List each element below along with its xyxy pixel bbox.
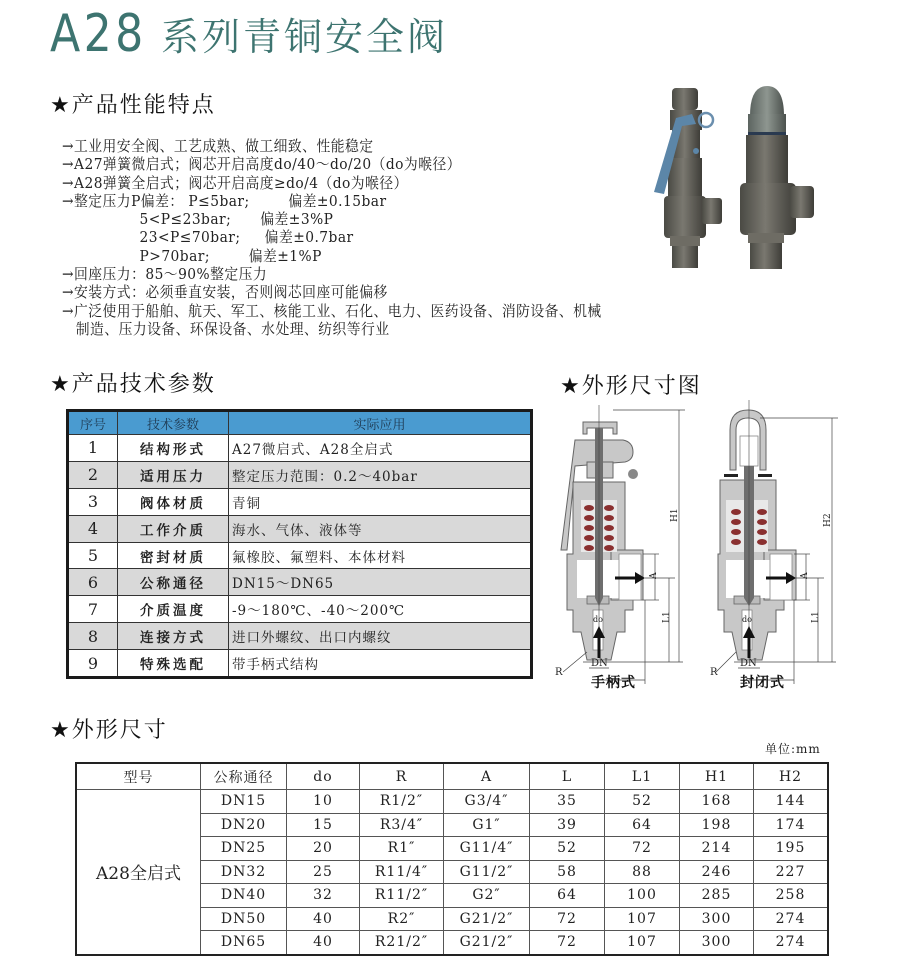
cell-a: G3/4″ [444,790,530,814]
model-cell: A28全启式 [76,790,201,955]
svg-text:do: do [742,615,752,624]
cell-l: 52 [530,837,605,861]
col-header-dn: 公称通径 [201,763,287,790]
svg-text:R: R [555,667,563,678]
feature-line: 5<P≤23bar; 偏差±3%P [62,210,334,229]
cell-do: 10 [287,790,360,814]
col-header-value: 实际应用 [229,411,532,435]
cell-l: 72 [530,907,605,931]
cell-do: 25 [287,860,360,884]
label-h1: H1 [670,508,680,522]
cell-r: R11/2″ [360,884,444,908]
cell-h1: 198 [680,813,754,837]
row-value: 青铜 [229,488,532,515]
cell-l1: 64 [605,813,680,837]
row-value: 整定压力范围：0.2～40bar [229,461,532,488]
cell-l1: 100 [605,884,680,908]
cell-l: 72 [530,931,605,955]
col-header-h2: H2 [754,763,829,790]
row-value: 氟橡胶、氟塑料、本体材料 [229,542,532,569]
svg-text:DN: DN [591,658,608,669]
cell-a: G2″ [444,884,530,908]
title-name: 系列青铜安全阀 [161,15,449,59]
row-no: 5 [68,542,118,569]
cell-l1: 107 [605,931,680,955]
col-header-param: 技术参数 [118,411,229,435]
row-no: 3 [68,488,118,515]
table-row [76,790,828,814]
row-value: A27微启式、A28全启式 [229,435,532,462]
row-param: 阀体材质 [118,488,229,515]
row-value: 带手柄式结构 [229,650,532,678]
col-header-h1: H1 [680,763,754,790]
tech-params-heading: ★产品技术参数 [50,372,216,397]
cell-h1: 168 [680,790,754,814]
cell-h2: 274 [754,907,829,931]
cell-a: G21/2″ [444,907,530,931]
page-title [50,2,449,64]
feature-line: →A28弹簧全启式；阀芯开启高度≥do/4（do为喉径） [62,173,408,192]
cell-h1: 214 [680,837,754,861]
table-row [68,542,532,569]
table-row [68,650,532,678]
feature-line: →广泛使用于船舶、航天、军工、核能工业、石化、电力、医药设备、消防设备、机械 [62,301,602,320]
diagram-caption-sealed: 封闭式 [740,675,785,691]
feature-line: →回座压力：85～90%整定压力 [62,265,268,284]
table-row [68,515,532,542]
row-no: 2 [68,461,118,488]
cell-h2: 174 [754,813,829,837]
row-no: 1 [68,435,118,462]
feature-line: →A27弹簧微启式；阀芯开启高度do/40～do/20（do为喉径） [62,155,461,174]
table-row [68,488,532,515]
cell-a: G11/2″ [444,860,530,884]
diagram-caption-lever: 手柄式 [591,675,636,691]
feature-line: →整定压力P偏差： P≤5bar; 偏差±0.15bar [62,191,387,210]
cell-l: 58 [530,860,605,884]
feature-line: →安装方式：必须垂直安装，否则阀芯回座可能偏移 [62,283,388,302]
cell-h1: 246 [680,860,754,884]
dimensions-table [75,762,829,956]
svg-text:L1: L1 [662,611,672,623]
cell-r: R1″ [360,837,444,861]
row-no: 6 [68,569,118,596]
cell-h2: 258 [754,884,829,908]
row-value: -9～180℃、-40～200℃ [229,596,532,623]
cell-l: 64 [530,884,605,908]
cell-r: R2″ [360,907,444,931]
cell-dn: DN40 [201,884,287,908]
col-header-no: 序号 [68,411,118,435]
row-no: 9 [68,650,118,678]
cell-dn: DN32 [201,860,287,884]
diagram-lever-type [553,400,708,695]
col-header-a: A [444,763,530,790]
cell-r: R21/2″ [360,931,444,955]
row-param: 工作介质 [118,515,229,542]
table-header-row [68,411,532,435]
table-row [68,623,532,650]
table-row [68,435,532,462]
svg-text:L1: L1 [811,611,821,623]
col-header-l: L [530,763,605,790]
row-no: 4 [68,515,118,542]
product-photo [620,78,820,273]
feature-line: 制造、压力设备、环保设备、水处理、纺织等行业 [75,319,390,338]
unit-label: 单位:mm [765,742,821,756]
col-header-do: do [287,763,360,790]
cell-r: R11/4″ [360,860,444,884]
svg-text:H2: H2 [823,513,833,527]
row-param: 特殊选配 [118,650,229,678]
cell-h2: 227 [754,860,829,884]
row-value: 海水、气体、液体等 [229,515,532,542]
table-row [68,596,532,623]
cell-r: R1/2″ [360,790,444,814]
cell-l1: 52 [605,790,680,814]
cell-dn: DN15 [201,790,287,814]
row-param: 公称通径 [118,569,229,596]
feature-line: P>70bar; 偏差±1%P [62,246,322,265]
col-header-l1: L1 [605,763,680,790]
svg-text:A: A [649,572,659,579]
cell-a: G21/2″ [444,931,530,955]
svg-text:do: do [593,615,603,624]
table-row [68,461,532,488]
row-no: 8 [68,623,118,650]
outline-drawing-heading: ★外形尺寸图 [560,374,702,399]
cell-l: 35 [530,790,605,814]
cell-a: G1″ [444,813,530,837]
cell-h2: 274 [754,931,829,955]
diagram-sealed-type [710,400,855,695]
cell-l1: 107 [605,907,680,931]
cell-dn: DN50 [201,907,287,931]
row-param: 结构形式 [118,435,229,462]
cell-dn: DN65 [201,931,287,955]
cell-do: 40 [287,907,360,931]
valve-section-drawing [553,400,708,678]
cell-do: 20 [287,837,360,861]
cell-h1: 285 [680,884,754,908]
row-param: 连接方式 [118,623,229,650]
cell-a: G11/4″ [444,837,530,861]
cell-dn: DN20 [201,813,287,837]
valve-section-drawing [710,400,855,678]
svg-text:R: R [710,667,718,678]
cell-do: 32 [287,884,360,908]
features-heading: ★产品性能特点 [50,93,216,118]
dimensions-heading: ★外形尺寸 [50,718,168,743]
row-param: 适用压力 [118,461,229,488]
cell-h1: 300 [680,907,754,931]
tech-params-table [66,409,533,679]
row-no: 7 [68,596,118,623]
feature-line: 23<P≤70bar; 偏差±0.7bar [62,228,354,247]
table-row [68,569,532,596]
row-value: DN15～DN65 [229,569,532,596]
cell-h2: 195 [754,837,829,861]
cell-l: 39 [530,813,605,837]
feature-line: →工业用安全阀、工艺成熟、做工细致、性能稳定 [62,137,374,155]
cell-do: 15 [287,813,360,837]
valve-photo-illustration [620,78,820,273]
cell-l1: 88 [605,860,680,884]
row-param: 密封材质 [118,542,229,569]
col-header-r: R [360,763,444,790]
cell-r: R3/4″ [360,813,444,837]
title-model: A28 [50,4,147,64]
cell-dn: DN25 [201,837,287,861]
table-header-row [76,763,828,790]
cell-do: 40 [287,931,360,955]
col-header-model: 型号 [76,763,201,790]
row-value: 进口外螺纹、出口内螺纹 [229,623,532,650]
svg-text:A: A [800,572,810,579]
cell-l1: 72 [605,837,680,861]
cell-h2: 144 [754,790,829,814]
row-param: 介质温度 [118,596,229,623]
cell-h1: 300 [680,931,754,955]
svg-text:DN: DN [740,658,757,669]
